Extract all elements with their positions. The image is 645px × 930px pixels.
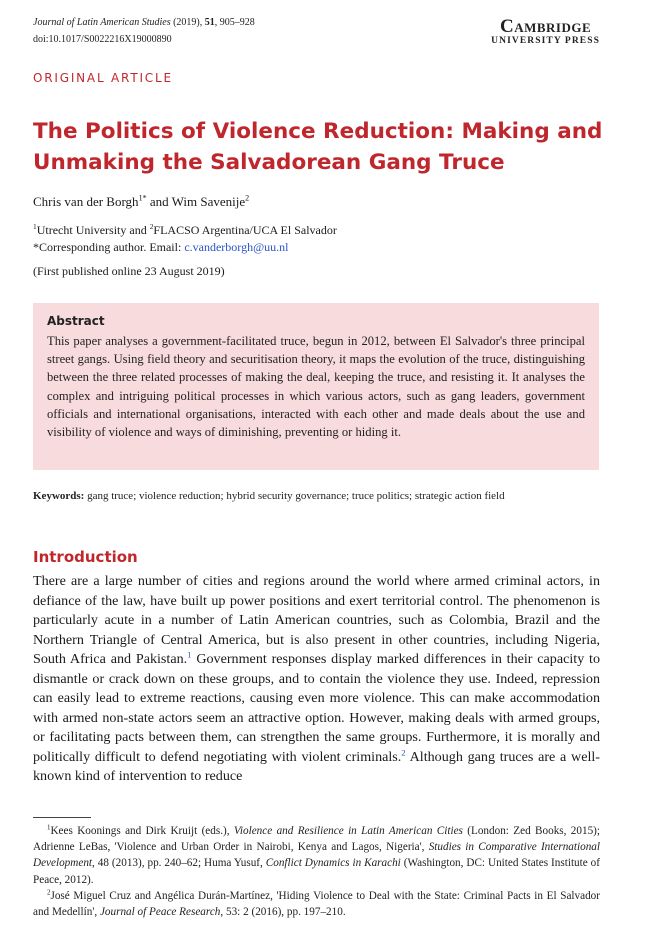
author-2-mark: 2 <box>245 193 250 203</box>
affil-1-mark: 1 <box>33 222 37 231</box>
author-1-mark: 1* <box>138 193 147 203</box>
authors <box>33 194 249 210</box>
publisher-name: Cambridge <box>499 16 592 37</box>
footnote-1 <box>33 823 600 888</box>
journal-citation <box>33 14 255 48</box>
email-link[interactable]: c.vanderborgh@uu.nl <box>184 240 289 254</box>
footnote-1-mark: 1 <box>47 823 51 832</box>
footnote-ref-1[interactable]: 1 <box>187 649 192 660</box>
affil-2-mark: 2 <box>149 222 154 231</box>
journal-volume: 51 <box>204 17 215 28</box>
publisher-logo <box>491 17 600 47</box>
corresponding-label: *Corresponding author. Email: <box>33 240 185 254</box>
article-title: The Politics of Violence Reduction: Making and Unmaking the Salvadorean Gang Truce <box>33 119 603 175</box>
footnote-1-book-title: Conflict Dynamics in Karachi <box>265 857 401 870</box>
body-text-3: Although gang truces are a well-known kind of intervention to reduce <box>33 748 600 784</box>
affiliations <box>33 222 337 256</box>
footnote-2-text: José Miguel Cruz and Angélica Durán-Martínez, 'Hiding Violence to Deal with the State: Criminal Pacts in El Salvador and Medellín', <box>33 889 600 919</box>
footnotes <box>33 823 600 920</box>
footnote-2-journal-title: Journal of Peace Research <box>99 906 221 919</box>
article-category: ORIGINAL ARTICLE <box>33 71 173 85</box>
journal-year: (2019), <box>170 17 205 28</box>
keywords-label: Keywords: <box>33 490 85 502</box>
body-text-1: There are a large number of cities and regions around the world where armed criminal actors, in defiance of the law, have built up power positions and exert territorial control. The phenomenon is particularly acute in a number of Latin American countries, such as Colombia, Brazil and the Northern Triangle of Central America, but is also present in other countries, including Nigeria, South Africa and Pakistan. <box>33 573 600 667</box>
journal-name: Journal of Latin American Studies <box>33 17 171 28</box>
section-heading: Introduction <box>33 548 138 566</box>
doi: doi:10.1017/S0022216X19000890 <box>33 34 172 45</box>
publication-date: (First published online 23 August 2019) <box>33 264 225 278</box>
publisher-subtitle: UNIVERSITY PRESS <box>491 36 600 46</box>
corresponding-line <box>33 239 337 256</box>
affil-1: Utrecht University and <box>36 223 150 237</box>
footnote-2-mark: 2 <box>47 888 51 897</box>
journal-pages: , 905–928 <box>214 17 255 28</box>
footnote-1-book-title: Violence and Resilience in Latin American Cities <box>233 825 463 837</box>
footnote-ref-2[interactable]: 2 <box>401 746 406 757</box>
author-join: and Wim Savenije <box>146 194 246 209</box>
footnote-2-text: , 53: 2 (2016), pp. 197–210. <box>220 906 346 919</box>
footnote-1-text: (Washington, DC: United States Institute of Peace, 2012). <box>33 857 600 886</box>
keywords <box>33 490 505 502</box>
abstract-text: This paper analyses a government-facilitated truce, begun in 2012, between El Salvador's three principal street gangs. Using field theory and securitisation theory, it maps the evolution of the truce, distinguishing between the three related processes of making the deal, keeping the truce, and resisting it. It analyses the complex and intriguing political processes in which various actors, such as gang leaders, government officials and international organisations, interacted with each other and made deals about the use and visibility of violence and ways of diminishing, preventing or hiding it. <box>47 334 585 440</box>
affil-2: FLACSO Argentina/UCA El Salvador <box>153 223 337 237</box>
footnote-1-journal-title: Studies in Comparative International Development <box>33 841 600 870</box>
abstract-heading: Abstract <box>47 314 105 328</box>
footnote-1-text: Kees Koonings and Dirk Kruijt (eds.), <box>50 825 234 837</box>
author-1: Chris van der Borgh <box>33 194 139 209</box>
journal-line <box>33 14 255 31</box>
keywords-list: gang truce; violence reduction; hybrid security governance; truce politics; strategic action field <box>84 490 505 502</box>
footnote-2 <box>33 888 600 920</box>
footnote-1-text: , 48 (2013), pp. 240–62; Huma Yusuf, <box>92 857 266 870</box>
affiliation-line <box>33 222 337 239</box>
footnote-divider <box>33 817 91 818</box>
body-text-2: Government responses display marked differences in their capacity to dismantle or crack down on these groups, and to contain the violence they use. Indeed, repression can easily lead to extreme reactions, causing even more violence. This can make accommodation with armed non-state actors seem an attractive option. However, making deals with armed groups, or facilitating pacts between them, can strengthen the same groups. Furthermore, it is morally and politically difficult to defend negotiating with violent criminals. <box>33 651 600 765</box>
footnote-1-text: (London: Zed Books, 2015); Adrienne LeBas, 'Violence and Urban Order in Nairobi, Kenya and Lagos, Nigeria', <box>33 825 601 854</box>
body-paragraph <box>33 572 600 787</box>
